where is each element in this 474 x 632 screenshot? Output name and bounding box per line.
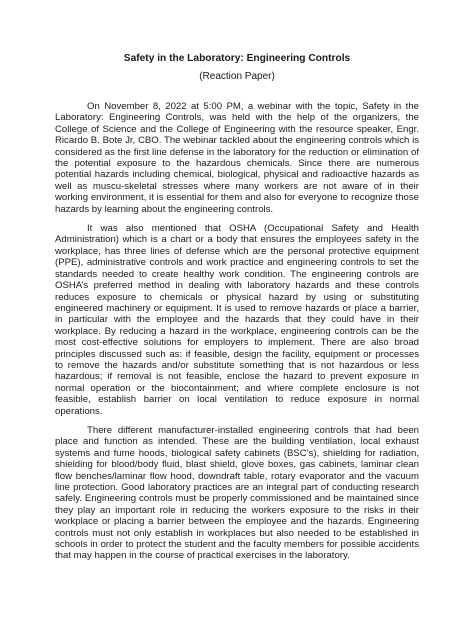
paragraph-1: On November 8, 2022 at 5:00 PM, a webinar with the topic, Safety in the Laboratory: Engineering Controls, was held with the help of the organizers, the College of Science and the College of Engineering with the resource speaker, Engr. Ricardo B. Bote Jr, CBO. The webinar tackled about the engineering controls which is considered as the first line defense in the laboratory for the reduction or elimination of the potential exposure to the hazardous chemicals. Since there are numerous potential hazards including chemical, biological, physical and radioactive hazards as well as muscu-skeletal stresses where many workers are not aware of in their working environment, it is essential for them and also for everyone to recognize those hazards by learning about the engineering controls. xyxy=(55,101,419,215)
document-title: Safety in the Laboratory: Engineering Controls xyxy=(123,53,351,64)
document-body xyxy=(55,101,419,570)
paragraph-2: It was also mentioned that OSHA (Occupational Safety and Health Administration) which is a chart or a body that ensures the employees safety in the workplace, has three lines of defense which are the personal protective equipment (PPE), administrative controls and work practice and engineering controls to set the standards needed to create healthy work condition. The engineering controls are OSHA’s preferred method in dealing with laboratory hazards and these controls reduces exposure to chemicals or physical hazard by using or substituting engineered machinery or equipment. It is used to remove hazards or place a barrier, in particular with the employee and the hazards that they could have in their workplace. By reducing a hazard in the workplace, engineering controls can be the most cost-effective solutions for employers to implement. There are also broad principles discussed such as: if feasible, design the facility, equipment or processes to remove the hazards and/or substitute something that is not hazardous or less hazardous; if removal is not feasible, enclose the hazard to prevent exposure in normal operation or the biocontainment; and where complete enclosure is not feasible, establish barrier on local ventilation to reduce exposure in normal operations. xyxy=(55,223,419,417)
paragraph-3: There different manufacturer-installed engineering controls that had been place and function as intended. These are the building ventilation, local exhaust systems and fume hoods, biological safety cabinets (BSC’s), shielding for radiation, shielding for blood/body fluid, blast shield, glove boxes, gas cabinets, laminar clean flow benches/laminar flow hood, downdraft table, rotary evaporator and the vacuum line protection. Good laboratory practices are an integral part of conducting research safely. Engineering controls must be properly commissioned and be maintained since they play an important role in reducing the workers exposure to the risks in their workplace or placing a barrier between the employee and the hazards. Engineering controls must not only establish in workplaces but also needed to be established in schools in order to protect the student and the faculty members for possible accidents that may happen in the course of practical exercises in the laboratory. xyxy=(55,424,419,562)
document-subtitle: (Reaction Paper) xyxy=(199,71,275,82)
